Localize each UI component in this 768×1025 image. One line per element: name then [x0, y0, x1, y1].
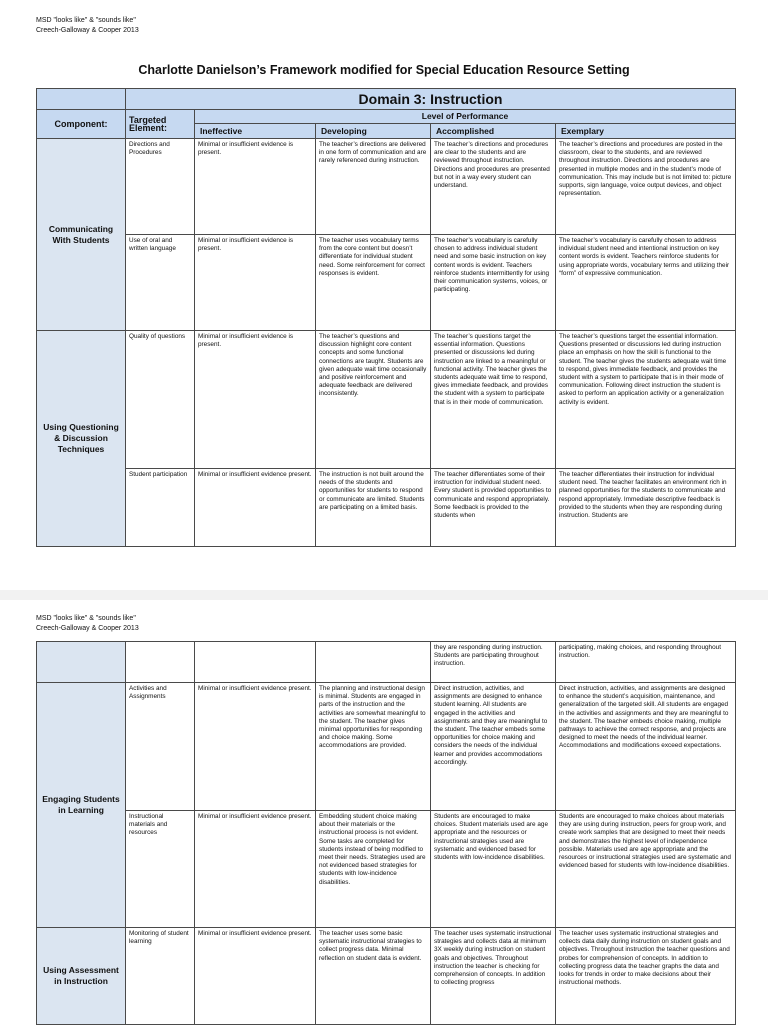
exemplary-cell: Students are encouraged to make choices about materials they are using during instruction, peers for group work, and create work samples that are designed to meet their needs and demonstrates the highest level of independence possible. Materials used are age appropriate and the resources or instructional strategies used are systematic and evidenced based for students with low-incidence disabilities. [556, 811, 736, 928]
ineffective-cell: Minimal or insufficient evidence present. [195, 928, 316, 1025]
targeted-element-header: Targeted Element: [126, 110, 195, 139]
component-engaging: Engaging Students in Learning [37, 683, 126, 928]
accomplished-cell: The teacher uses systematic instructional strategies and collects data at minimum 3X weekly during instruction on student goals and objectives. Throughout instruction the teacher is checking for comprehension of concepts. In addition to collecting progress [431, 928, 556, 1025]
rubric-table-page-2 [36, 641, 736, 1025]
exemplary-cell: The teacher’s vocabulary is carefully chosen to address individual student need and intentional instruction on key content words is evident. Teachers reinforce students for using appropriate words, vocabulary terms and utilizing their “form” of expressive communication. [556, 235, 736, 331]
table-row [37, 139, 736, 235]
table-row [37, 331, 736, 469]
header-line-1: MSD "looks like" & "sounds like" [36, 615, 136, 622]
page-gap [0, 590, 768, 600]
component-header: Component: [37, 110, 126, 139]
element-cell: Activities and Assignments [126, 683, 195, 811]
header-blank [37, 89, 126, 110]
element-cell: Monitoring of student learning [126, 928, 195, 1025]
accomplished-cell: Direct instruction, activities, and assignments are designed to enhance student learning. All students are engaged in the activities and assignments and they are meaningful to the student. The teacher embeds some opportunities for choice making and considers the needs of the individual learner and provides accommodations accordingly. [431, 683, 556, 811]
component-assessment: Using Assessment in Instruction [37, 928, 126, 1025]
element-cell: Quality of questions [126, 331, 195, 469]
element-cell: Directions and Procedures [126, 139, 195, 235]
accomplished-cell: The teacher differentiates some of their instruction for individual student need. Every student is provided opportunities to communicate and respond appropriately. Some feedback is provided to the students when [431, 469, 556, 547]
level-ineffective: Ineffective [195, 124, 316, 139]
document-page-2 [0, 600, 768, 1024]
element-cell: Student participation [126, 469, 195, 547]
developing-cell: The planning and instructional design is minimal. Students are engaged in parts of the instruction and the activities are somewhat meaningful to the student. The teacher gives minimal opportunities for responding and choice making. Some accommodations are provided. [316, 683, 431, 811]
table-row [37, 683, 736, 811]
exemplary-cell: Direct instruction, activities, and assignments are designed to enhance the student’s acquisition, maintenance, and generalization of the targeted skill. All students are engaged in the activities and assignments and they are meaningful to the student. The teacher embeds choice making, multiple pathways to achieve the correct response, and projects are designed to meet the needs of the individual learner. Accommodations and modifications exceed expectations. [556, 683, 736, 811]
level-accomplished: Accomplished [431, 124, 556, 139]
developing-cell [316, 642, 431, 683]
table-row [37, 642, 736, 683]
element-cell [126, 642, 195, 683]
developing-cell: The teacher uses some basic systematic instructional strategies to collect progress data. Minimal reflection on student data is evident. [316, 928, 431, 1025]
table-row [37, 928, 736, 1025]
component-continued [37, 642, 126, 683]
developing-cell: The instruction is not built around the needs of the students and opportunities for students to respond or communicate are limited. Students are participating on a limited basis. [316, 469, 431, 547]
domain-title: Domain 3: Instruction [126, 89, 736, 110]
ineffective-cell: Minimal or insufficient evidence present. [195, 469, 316, 547]
exemplary-cell: participating, making choices, and responding throughout instruction. [556, 642, 736, 683]
component-questioning: Using Questioning & Discussion Techniques [37, 331, 126, 547]
ineffective-cell: Minimal or insufficient evidence present. [195, 683, 316, 811]
table-row [37, 469, 736, 547]
ineffective-cell: Minimal or insufficient evidence is present. [195, 235, 316, 331]
exemplary-cell: The teacher’s directions and procedures are posted in the classroom, clear to the students, and are reviewed throughout instruction. Directions and procedures are presented in multiple modes and in the student’s mode of communication. This may include but is not limited to: picture supports, sign language, voice output devices, and object representation. [556, 139, 736, 235]
exemplary-cell: The teacher uses systematic instructional strategies and collects data daily during instruction on student goals and objectives. Throughout instruction the teacher questions and probes for comprehension of concepts. In addition to collecting progress data the teacher graphs the data and looks for trends in order to make decisions about their instructional methods. [556, 928, 736, 1025]
accomplished-cell: The teacher’s questions target the essential information. Questions presented or discussions led during instruction are linked to a meaningful or functional activity. The teacher gives the students adequate wait time to respond, gives immediate feedback, and provides the student with a system to participate that is in their mode of communication. [431, 331, 556, 469]
ineffective-cell: Minimal or insufficient evidence is present. [195, 139, 316, 235]
accomplished-cell: The teacher’s vocabulary is carefully chosen to address individual student need and some basic instruction on key content words is evident. Teachers reinforce students intermittently for using their communication systems, voices, or participating. [431, 235, 556, 331]
level-developing: Developing [316, 124, 431, 139]
header-line-2: Creech-Galloway & Cooper 2013 [36, 27, 139, 34]
ineffective-cell: Minimal or insufficient evidence is present. [195, 331, 316, 469]
accomplished-cell: they are responding during instruction. Students are participating throughout instruction. [431, 642, 556, 683]
header-line-1: MSD "looks like" & "sounds like" [36, 17, 136, 24]
level-exemplary: Exemplary [556, 124, 736, 139]
ineffective-cell [195, 642, 316, 683]
accomplished-cell: Students are encouraged to make choices. Student materials used are age appropriate and the resources or instructional strategies used are systematic and evidenced based for students with low-incidence disabilities. [431, 811, 556, 928]
header-line-2: Creech-Galloway & Cooper 2013 [36, 625, 139, 632]
element-cell: Use of oral and written language [126, 235, 195, 331]
developing-cell: Embedding student choice making about their materials or the instructional process is not evident. Some tasks are completed for students instead of being modified to meet their needs. Strategies used are not evidenced based strategies for students with low-incidence disabilities. [316, 811, 431, 928]
document-title: Charlotte Danielson’s Framework modified for Special Education Resource Setting [138, 63, 630, 77]
developing-cell: The teacher’s directions are delivered in one form of communication and are rarely referenced during instruction. [316, 139, 431, 235]
table-row [37, 811, 736, 928]
table-row [37, 235, 736, 331]
accomplished-cell: The teacher’s directions and procedures are clear to the students and are reviewed throughout instruction. Directions and procedures are presented but not in a way every student can understand. [431, 139, 556, 235]
developing-cell: The teacher’s questions and discussion highlight core content concepts and some functional connections are taught. Students are given adequate wait time occasionally and positive reinforcement and adequate feedback are delivered inconsistently. [316, 331, 431, 469]
rubric-table-page-1 [36, 88, 736, 547]
exemplary-cell: The teacher differentiates their instruction for individual student need. The teacher facilitates an environment rich in planned opportunities for the students to communicate and respond appropriately. Immediate descriptive feedback is provided to the students when they are responding during instruction. Students are [556, 469, 736, 547]
developing-cell: The teacher uses vocabulary terms from the core content but doesn’t differentiate for individual student need. Some reinforcement for correct responses is evident. [316, 235, 431, 331]
level-of-performance-header: Level of Performance [195, 110, 736, 124]
element-cell: Instructional materials and resources [126, 811, 195, 928]
component-communicating: Communicating With Students [37, 139, 126, 331]
exemplary-cell: The teacher’s questions target the essential information. Questions presented or discussions led during instruction place an emphasis on how the skill is functional to the student. The teacher gives the students adequate wait time to respond, gives immediate feedback, and provides the student with a system to participate that is in their mode of communication. Following direct instruction the student is asked to perform an application activity or a generalization activity is evident. [556, 331, 736, 469]
ineffective-cell: Minimal or insufficient evidence present. [195, 811, 316, 928]
